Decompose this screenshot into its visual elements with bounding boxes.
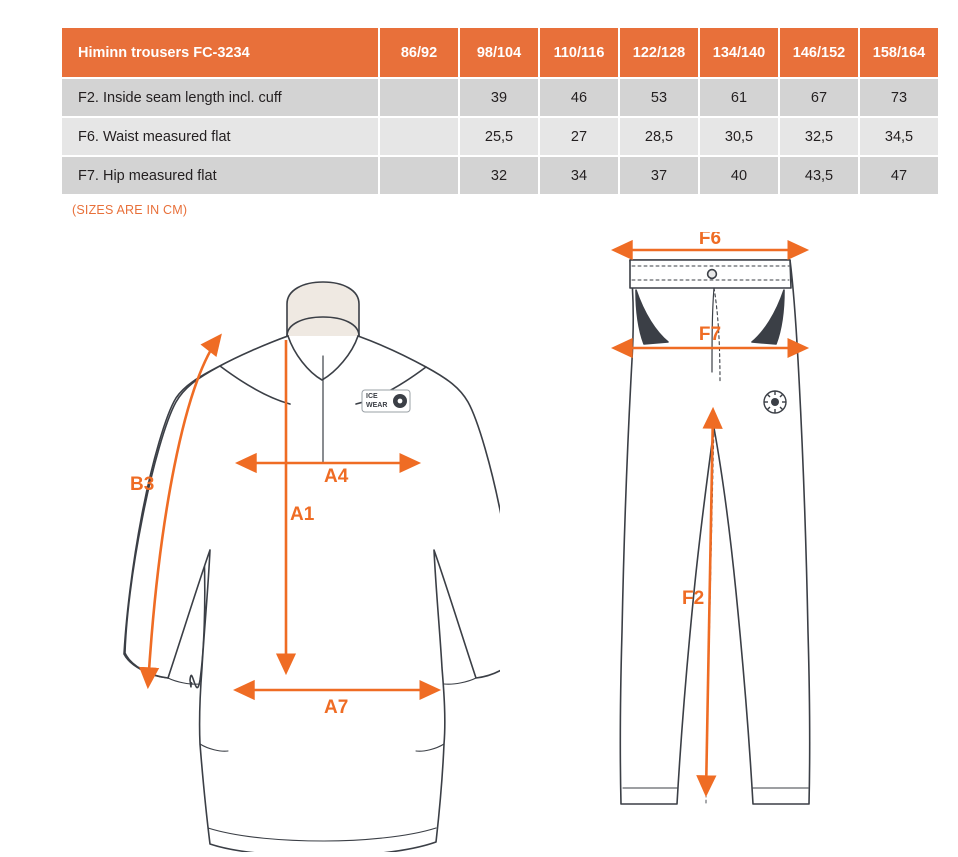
size-column-header-0: 86/92 <box>379 27 459 78</box>
size-table-header <box>61 27 939 78</box>
size-column-header-4: 134/140 <box>699 27 779 78</box>
brand-patch-icon <box>362 390 410 412</box>
cell-2-1: 32 <box>459 156 539 195</box>
row-label-0: F2. Inside seam length incl. cuff <box>61 78 379 117</box>
cell-0-5: 67 <box>779 78 859 117</box>
cell-0-6: 73 <box>859 78 939 117</box>
trousers-svg <box>560 232 920 852</box>
measure-label-f2: F2 <box>682 588 705 609</box>
svg-text:WEAR: WEAR <box>366 402 388 409</box>
measure-label-f7: F7 <box>698 324 722 345</box>
table-row <box>61 78 939 117</box>
measure-label-a7: A7 <box>324 697 349 718</box>
cell-1-1: 25,5 <box>459 117 539 156</box>
table-row <box>61 117 939 156</box>
units-note: (SIZES ARE IN CM) <box>72 203 188 217</box>
row-label-2: F7. Hip measured flat <box>61 156 379 195</box>
measure-label-a4: A4 <box>324 466 349 487</box>
cell-1-5: 32,5 <box>779 117 859 156</box>
cell-0-3: 53 <box>619 78 699 117</box>
size-column-header-2: 110/116 <box>539 27 619 78</box>
size-column-header-1: 98/104 <box>459 27 539 78</box>
logo-emblem-icon <box>764 391 786 413</box>
illustrations-area <box>0 232 958 852</box>
measure-label-a1: A1 <box>290 504 315 525</box>
table-row <box>61 156 939 195</box>
table-header-row <box>61 27 939 78</box>
svg-text:ICE: ICE <box>366 393 378 400</box>
cell-1-2: 27 <box>539 117 619 156</box>
cell-2-2: 34 <box>539 156 619 195</box>
cell-0-1: 39 <box>459 78 539 117</box>
size-table-body <box>61 78 939 195</box>
size-column-header-3: 122/128 <box>619 27 699 78</box>
cell-1-4: 30,5 <box>699 117 779 156</box>
cell-0-2: 46 <box>539 78 619 117</box>
cell-2-5: 43,5 <box>779 156 859 195</box>
size-column-header-6: 158/164 <box>859 27 939 78</box>
cell-2-3: 37 <box>619 156 699 195</box>
cell-2-0 <box>379 156 459 195</box>
shirt-figure <box>80 232 500 852</box>
trousers-figure <box>560 232 920 852</box>
size-table <box>60 26 940 196</box>
measure-label-b3: B3 <box>130 474 155 495</box>
cell-1-0 <box>379 117 459 156</box>
cell-1-3: 28,5 <box>619 117 699 156</box>
cell-0-4: 61 <box>699 78 779 117</box>
table-title-cell: Himinn trousers FC-3234 <box>61 27 379 78</box>
cell-0-0 <box>379 78 459 117</box>
row-label-1: F6. Waist measured flat <box>61 117 379 156</box>
cell-1-6: 34,5 <box>859 117 939 156</box>
cell-2-6: 47 <box>859 156 939 195</box>
shirt-svg <box>80 232 500 852</box>
cell-2-4: 40 <box>699 156 779 195</box>
size-column-header-5: 146/152 <box>779 27 859 78</box>
measure-label-f6: F6 <box>698 232 722 249</box>
